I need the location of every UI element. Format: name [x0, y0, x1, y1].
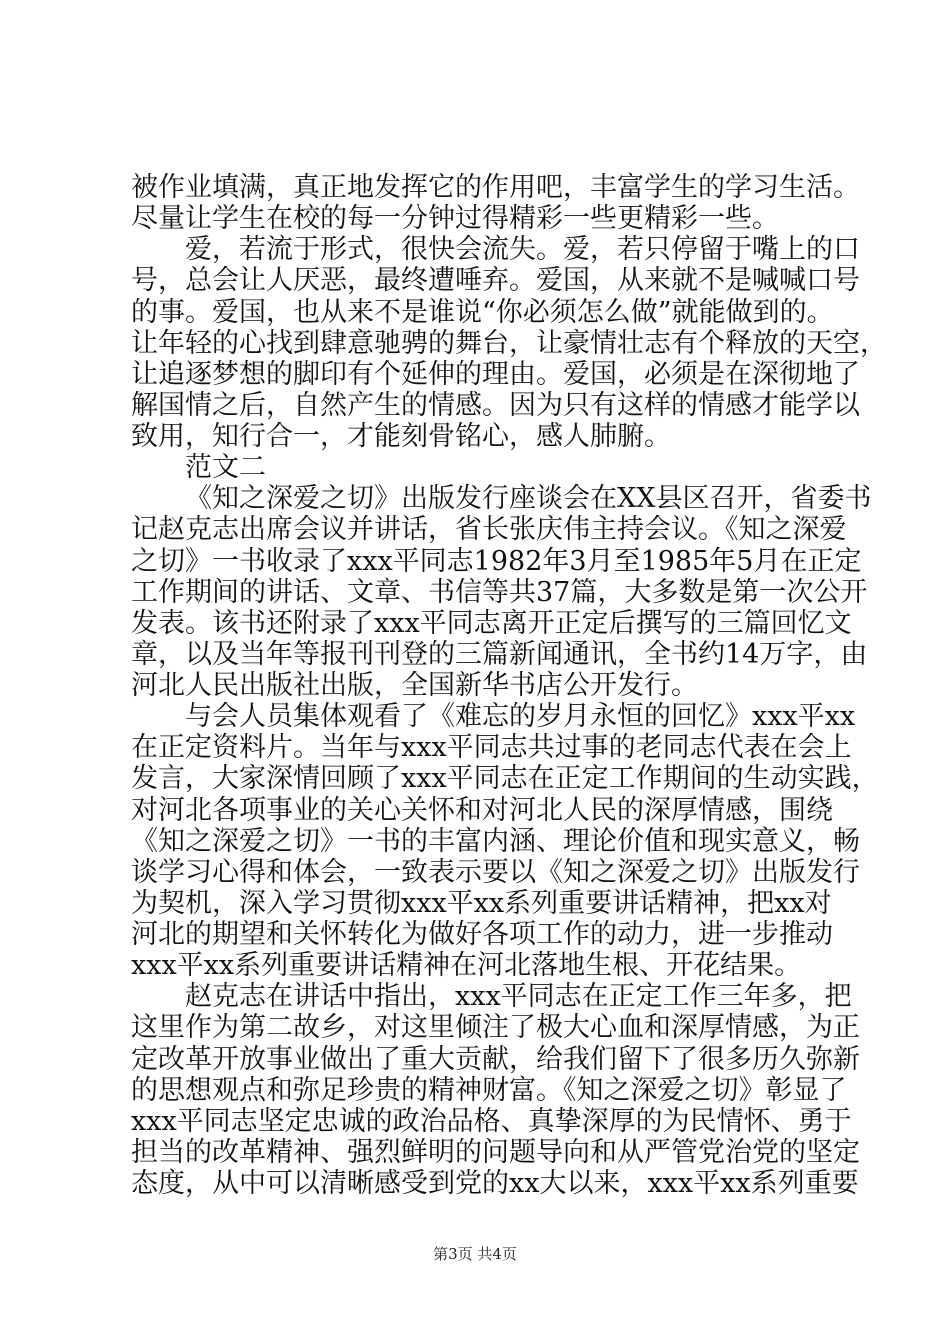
- body-text-line: xxx平xx系列重要讲话精神在河北落地生根、开花结果。: [131, 950, 802, 982]
- body-text-line: 在正定资料片。当年与xxx平同志共过事的老同志代表在会上: [131, 732, 852, 764]
- body-text-line: 谈学习心得和体会，一致表示要以《知之深爱之切》出版发行: [131, 856, 860, 888]
- body-text-line: 解国情之后，自然产生的情感。因为只有这样的情感才能学以: [131, 389, 860, 421]
- body-text-line: 担当的改革精神、强烈鲜明的问题导向和从严管党治党的坚定: [131, 1136, 860, 1168]
- body-text-line: 记赵克志出席会议并讲话，省长张庆伟主持会议。《知之深爱: [131, 514, 847, 546]
- body-text-line: 的事。爱国，也从来不是谁说“你必须怎么做”就能做到的。: [131, 296, 834, 328]
- body-text-line: 定改革开放事业做出了重大贡献，给我们留下了很多历久弥新: [131, 1043, 860, 1075]
- body-text-line: 《知之深爱之切》出版发行座谈会在XX县区召开，省委书: [185, 483, 872, 515]
- body-text-line: 与会人员集体观看了《难忘的岁月永恒的回忆》xxx平xx: [185, 701, 856, 733]
- body-text-line: xxx平同志坚定忠诚的政治品格、真挚深厚的为民情怀、勇于: [131, 1105, 852, 1137]
- body-text-line: 爱，若流于形式，很快会流失。爱，若只停留于嘴上的口: [185, 234, 860, 266]
- body-text-line: 河北的期望和关怀转化为做好各项工作的动力，进一步推动: [131, 919, 833, 950]
- body-text-line: 发表。该书还附录了xxx平同志离开正定后撰写的三篇回忆文: [131, 607, 852, 639]
- body-text-line: 态度，从中可以清晰感受到党的xx大以来，xxx平xx系列重要: [131, 1168, 859, 1199]
- body-text-line: 发言，大家深情回顾了xxx平同志在正定工作期间的生动实践，: [131, 763, 879, 795]
- body-text-line: 致用，知行合一，才能刻骨铭心，感人肺腑。: [131, 421, 671, 452]
- body-text-line: 《知之深爱之切》一书的丰富内涵、理论价值和现实意义，畅: [131, 825, 860, 857]
- body-text-line: 章，以及当年等报刊刊登的三篇新闻通讯，全书约14万字，由: [131, 638, 868, 670]
- body-text-line: 让年轻的心找到肆意驰骋的舞台，让豪情壮志有个释放的天空，: [131, 327, 887, 359]
- body-text-line: 工作期间的讲话、文章、书信等共37篇，大多数是第一次公开: [131, 576, 868, 608]
- body-text-line: 之切》一书收录了xxx平同志1982年3月至1985年5月在正定: [131, 545, 862, 577]
- body-text-line: 这里作为第二故乡，对这里倾注了极大心血和深厚情感，为正: [131, 1012, 860, 1044]
- body-text-line: 赵克志在讲话中指出，xxx平同志在正定工作三年多，把: [185, 981, 852, 1013]
- body-text-line: 尽量让学生在校的每一分钟过得精彩一些更精彩一些。: [131, 203, 779, 235]
- body-text-line: 让追逐梦想的脚印有个延伸的理由。爱国，必须是在深彻地了: [131, 358, 860, 390]
- body-text-line: 的思想观点和弥足珍贵的精神财富。《知之深爱之切》彰显了: [131, 1074, 847, 1106]
- section-heading: 范文二: [185, 452, 266, 484]
- page-footer: 第3页 共4页: [433, 1245, 517, 1263]
- body-text-line: 河北人民出版社出版，全国新华书店公开发行。: [131, 670, 698, 701]
- body-text-line: 为契机，深入学习贯彻xxx平xx系列重要讲话精神，把xx对: [131, 887, 832, 919]
- body-text-line: 被作业填满，真正地发挥它的作用吧，丰富学生的学习生活。: [131, 172, 860, 203]
- body-text-line: 号，总会让人厌恶，最终遭唾弃。爱国，从来就不是喊喊口号: [131, 265, 860, 297]
- body-text-line: 对河北各项事业的关心关怀和对河北人民的深厚情感，围绕: [131, 794, 833, 826]
